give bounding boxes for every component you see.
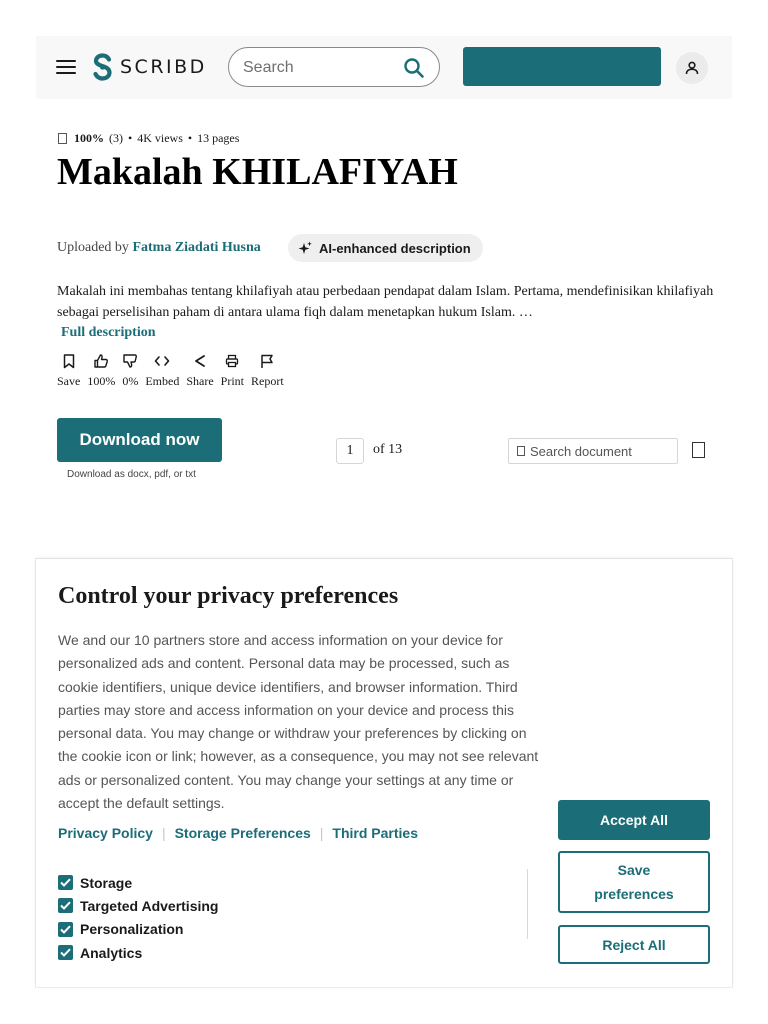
rating-percent: 100% [74, 131, 104, 145]
document-description: Makalah ini membahas tentang khilafiyah atau perbedaan pendapat dalam Islam. Pertama, mendefinisikan khilafiyah sebagai perselisihan paham di antara ulama fiqh dalam menetapkan hukum Islam. … [57, 284, 714, 320]
print-action[interactable] [221, 352, 244, 389]
vertical-divider [527, 869, 528, 939]
third-parties-link[interactable]: Third Parties [332, 825, 419, 841]
checkbox-checked-icon [58, 945, 73, 960]
personalization-checkbox[interactable] [58, 918, 218, 941]
embed-action[interactable] [145, 352, 179, 389]
save-action[interactable] [57, 352, 80, 389]
save-preferences-button[interactable]: Save preferences [558, 851, 710, 913]
download-now-button[interactable]: Download now [57, 418, 222, 462]
checkbox-label: Personalization [80, 921, 184, 938]
action-label: Save [57, 374, 81, 388]
share-icon [193, 354, 207, 368]
view-count: 4K views [137, 131, 183, 145]
header-action-button[interactable] [463, 47, 661, 86]
link-separator: | [319, 825, 324, 841]
reject-all-button[interactable]: Reject All [558, 925, 710, 964]
download-formats-note: Download as docx, pdf, or txt [67, 469, 196, 480]
thumbs-down-icon [122, 353, 138, 369]
search-icon[interactable] [403, 57, 425, 79]
checkbox-label: Analytics [80, 944, 143, 961]
ai-description-label: AI-enhanced description [319, 240, 471, 256]
full-description-link[interactable]: Full description [61, 325, 156, 340]
search-box[interactable] [228, 47, 440, 87]
analytics-checkbox[interactable] [58, 941, 218, 964]
thumbs-up-icon [93, 353, 109, 369]
document-actions [57, 352, 291, 389]
fullscreen-icon[interactable] [692, 442, 705, 458]
privacy-policy-link[interactable]: Privacy Policy [58, 825, 153, 841]
rating-count: (3) [109, 131, 123, 145]
checkbox-checked-icon [58, 922, 73, 937]
top-header [36, 36, 732, 99]
scribd-logo-icon [92, 53, 114, 81]
logo-text: SCRIBD [120, 56, 207, 78]
checkbox-checked-icon [58, 898, 73, 913]
user-account-icon[interactable] [676, 52, 708, 84]
document-search-icon [517, 446, 525, 456]
report-action[interactable] [251, 352, 284, 389]
document-search-box[interactable] [508, 438, 678, 464]
privacy-body: We and our 10 partners store and access information on your device for personalized ads and content. Personal data may be processed, such as cookie identifiers, unique device identifiers, and browser information. Third parties may store and access information on your device and process this personal data. You may change or withdraw your preferences by clicking on the cookie icon or link; however, as a consequence, you may not see relevant ads or personalized content. You may change your settings at any time or accept the default settings. [58, 632, 539, 812]
uploader-link[interactable]: Fatma Ziadati Husna [132, 240, 261, 255]
share-action[interactable] [186, 352, 213, 389]
downvote-action[interactable] [122, 352, 138, 389]
document-meta [58, 131, 239, 146]
meta-separator: • [187, 131, 193, 145]
printer-icon [225, 354, 239, 368]
action-label: Report [251, 374, 284, 388]
action-label: Embed [145, 374, 180, 388]
rating-icon [58, 133, 67, 144]
person-icon [685, 61, 699, 75]
checkbox-label: Storage [80, 874, 133, 891]
ai-description-badge[interactable] [288, 234, 483, 262]
page-number-input[interactable] [336, 438, 364, 464]
consent-checkboxes [58, 871, 218, 964]
targeted-advertising-checkbox[interactable] [58, 894, 218, 917]
hamburger-menu-icon[interactable] [56, 58, 76, 76]
uploaded-by-label: Uploaded by [57, 240, 129, 255]
scribd-logo[interactable] [92, 52, 207, 82]
privacy-preferences-panel [36, 559, 732, 987]
meta-separator: • [128, 131, 133, 145]
action-label: Share [186, 374, 214, 388]
checkbox-label: Targeted Advertising [80, 897, 219, 914]
link-separator: | [161, 825, 166, 841]
accept-all-button[interactable]: Accept All [558, 800, 710, 840]
upvote-action[interactable] [87, 352, 115, 389]
uploader-line [57, 240, 261, 256]
search-input[interactable] [243, 57, 393, 79]
document-search-input[interactable] [530, 444, 670, 459]
action-label: 0% [122, 374, 139, 388]
privacy-links [58, 825, 418, 841]
sparkle-icon [298, 241, 312, 255]
bookmark-icon [63, 354, 75, 369]
total-pages-label: of 13 [373, 442, 403, 457]
action-label: Print [220, 374, 244, 388]
code-icon [154, 355, 170, 367]
flag-icon [260, 354, 274, 369]
page-count: 13 pages [197, 131, 240, 145]
storage-checkbox[interactable] [58, 871, 218, 894]
privacy-title: Control your privacy preferences [58, 583, 399, 609]
action-label: 100% [87, 374, 116, 388]
checkbox-checked-icon [58, 875, 73, 890]
storage-preferences-link[interactable]: Storage Preferences [174, 825, 311, 841]
document-title: Makalah KHILAFIYAH [57, 151, 458, 193]
